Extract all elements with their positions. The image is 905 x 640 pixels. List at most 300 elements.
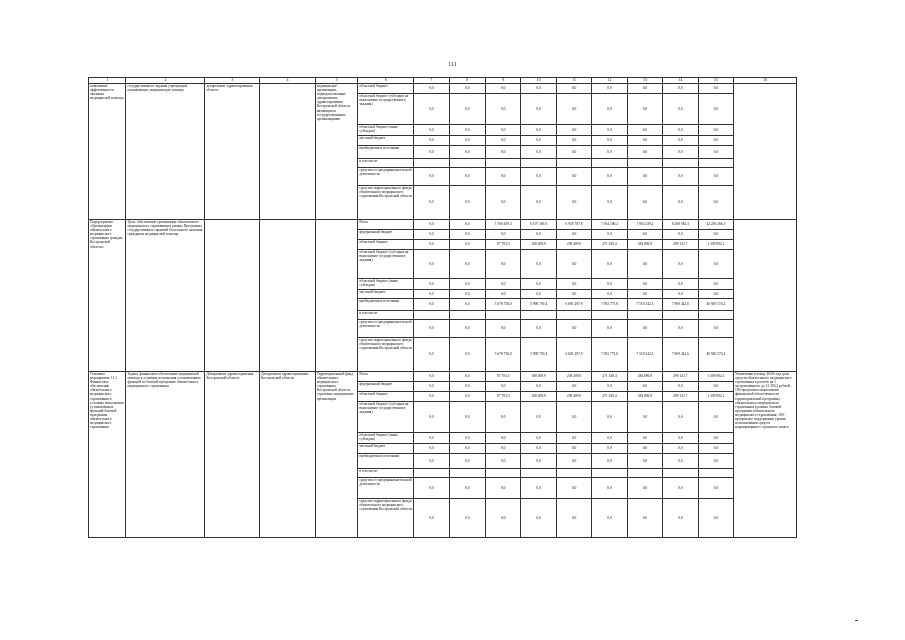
amount-cell: 258 409,9 <box>556 372 591 382</box>
amount-cell <box>698 159 733 168</box>
block1-c3: департамент здравоохранения области <box>205 84 260 220</box>
amount-cell <box>414 311 449 320</box>
funding-source: в том числе: <box>358 311 414 320</box>
funding-source: областной бюджет <box>358 392 414 402</box>
amount-cell: 0,0 <box>485 84 520 94</box>
amount-cell: 87 703,3 <box>485 392 520 402</box>
amount-cell: 0,0 <box>592 402 627 433</box>
amount-cell: 6 107 169,3 <box>521 220 556 230</box>
amount-cell: 0,0 <box>556 250 591 279</box>
amount-cell: 0,0 <box>449 84 485 94</box>
amount-cell: 0,0 <box>556 478 591 499</box>
amount-cell: 7 092 775,8 <box>592 299 627 311</box>
block2-c16 <box>734 220 797 372</box>
amount-cell: 0,0 <box>663 499 698 538</box>
amount-cell: 0,0 <box>449 230 485 240</box>
amount-cell: 0,0 <box>521 402 556 433</box>
amount-cell: 0,0 <box>485 168 520 186</box>
header-col-12: 12 <box>592 78 627 84</box>
amount-cell: 0,0 <box>592 382 627 392</box>
amount-cell: 0,0 <box>449 402 485 433</box>
amount-cell: 0,0 <box>449 168 485 186</box>
amount-cell: 0,0 <box>414 125 449 136</box>
amount-cell: 0,0 <box>698 168 733 186</box>
amount-cell: 0,0 <box>414 454 449 469</box>
amount-cell <box>485 159 520 168</box>
amount-cell: 0,0 <box>521 230 556 240</box>
amount-cell: 0,0 <box>449 478 485 499</box>
amount-cell: 0,0 <box>627 279 662 290</box>
amount-cell <box>449 311 485 320</box>
amount-cell: 0,0 <box>663 230 698 240</box>
amount-cell: 0,0 <box>592 433 627 444</box>
amount-cell: 0,0 <box>449 250 485 279</box>
amount-cell: 271 330,4 <box>592 372 627 382</box>
amount-cell: 0,0 <box>485 402 520 433</box>
amount-cell: 0,0 <box>663 168 698 186</box>
block2-c3 <box>205 220 260 372</box>
amount-cell: 0,0 <box>521 136 556 146</box>
funding-source: областной бюджет <box>358 240 414 250</box>
amount-cell: 0,0 <box>521 290 556 299</box>
amount-cell: 0,0 <box>627 402 662 433</box>
amount-cell: 0,0 <box>414 338 449 372</box>
funding-source: средства от предпринимательской деятельности <box>358 168 414 186</box>
header-col-10: 10 <box>521 78 556 84</box>
header-col-1: 1 <box>89 78 126 84</box>
amount-cell: 0,0 <box>627 186 662 220</box>
block3-row <box>89 372 797 382</box>
amount-cell: 0,0 <box>592 125 627 136</box>
amount-cell <box>663 311 698 320</box>
amount-cell: 0,0 <box>698 279 733 290</box>
amount-cell: 108 409,9 <box>521 240 556 250</box>
funding-source: внебюджетные источники <box>358 146 414 159</box>
amount-cell: 0,0 <box>485 279 520 290</box>
amount-cell: 0,0 <box>556 454 591 469</box>
funding-source: федеральный бюджет <box>358 382 414 392</box>
block3-c1: Основное мероприятие 11.1. Финансовое обеспечение обязательного медицинского страхования в условиях выполнения установленных функций базовой программы обязательного медицинского страхования <box>89 372 126 538</box>
amount-cell: 7 364 106,2 <box>592 220 627 230</box>
amount-cell: 0,0 <box>698 444 733 454</box>
block3-c4: Департамент здравоохранения Костромской области <box>260 372 316 538</box>
amount-cell: 0,0 <box>521 146 556 159</box>
amount-cell: 0,0 <box>414 279 449 290</box>
funding-source: областной бюджет (субсидия на выполнение государственного задания) <box>358 94 414 125</box>
amount-cell: 0,0 <box>485 382 520 392</box>
amount-cell: 0,0 <box>663 382 698 392</box>
amount-cell: 0,0 <box>449 338 485 372</box>
amount-cell: 0,0 <box>556 433 591 444</box>
amount-cell: 0,0 <box>414 478 449 499</box>
amount-cell: 0,0 <box>556 168 591 186</box>
amount-cell: 271 330,4 <box>592 240 627 250</box>
header-col-2: 2 <box>126 78 205 84</box>
funding-source: внебюджетные источники <box>358 454 414 469</box>
funding-source: внебюджетные источники <box>358 299 414 311</box>
amount-cell: 0,0 <box>449 146 485 159</box>
amount-cell: 0,0 <box>627 250 662 279</box>
amount-cell: 42 259 266,3 <box>698 220 733 230</box>
amount-cell: 7 969 442,6 <box>663 338 698 372</box>
header-col-8: 8 <box>449 78 485 84</box>
amount-cell: 0,0 <box>556 279 591 290</box>
amount-cell: 0,0 <box>592 250 627 279</box>
amount-cell: 0,0 <box>414 290 449 299</box>
amount-cell: 0,0 <box>592 499 627 538</box>
amount-cell: 0,0 <box>485 136 520 146</box>
amount-cell <box>592 311 627 320</box>
funding-source: местный бюджет <box>358 136 414 146</box>
amount-cell: 0,0 <box>698 382 733 392</box>
amount-cell: 0,0 <box>556 290 591 299</box>
amount-cell: 7 969 442,6 <box>663 299 698 311</box>
amount-cell: 0,0 <box>414 84 449 94</box>
amount-cell: 0,0 <box>698 94 733 125</box>
amount-cell: 0,0 <box>627 125 662 136</box>
header-col-16: 16 <box>734 78 797 84</box>
amount-cell: 0,0 <box>414 240 449 250</box>
amount-cell: 0,0 <box>556 382 591 392</box>
amount-cell: 0,0 <box>414 186 449 220</box>
funding-source: в том числе: <box>358 469 414 478</box>
header-col-13: 13 <box>627 78 662 84</box>
amount-cell: 0,0 <box>592 186 627 220</box>
amount-cell <box>521 159 556 168</box>
amount-cell: 0,0 <box>521 454 556 469</box>
funding-source: местный бюджет <box>358 444 414 454</box>
amount-cell: 0,0 <box>698 125 733 136</box>
amount-cell: 0,0 <box>414 402 449 433</box>
block3-c3: Департамент здравоохранения Костромской области <box>205 372 260 538</box>
amount-cell: 87 703,3 <box>485 240 520 250</box>
amount-cell: 0,0 <box>414 250 449 279</box>
amount-cell: 0,0 <box>698 478 733 499</box>
amount-cell: 0,0 <box>663 444 698 454</box>
amount-cell: 0,0 <box>592 136 627 146</box>
amount-cell: 0,0 <box>627 136 662 146</box>
funding-source: областной бюджет (субсидия на выполнение государственного задания) <box>358 402 414 433</box>
header-col-11: 11 <box>556 78 591 84</box>
amount-cell: 0,0 <box>449 220 485 230</box>
amount-cell: 0,0 <box>698 136 733 146</box>
amount-cell: 0,0 <box>592 279 627 290</box>
budget-table-sheet <box>88 77 797 538</box>
amount-cell: 0,0 <box>521 168 556 186</box>
amount-cell: 5 766 459,3 <box>485 220 520 230</box>
block1-c16 <box>734 84 797 220</box>
header-col-7: 7 <box>414 78 449 84</box>
amount-cell <box>556 311 591 320</box>
amount-cell: 0,0 <box>485 290 520 299</box>
amount-cell: 0,0 <box>449 125 485 136</box>
amount-cell: 0,0 <box>698 454 733 469</box>
amount-cell: 0,0 <box>449 454 485 469</box>
amount-cell: 0,0 <box>663 250 698 279</box>
amount-cell: 0,0 <box>592 168 627 186</box>
amount-cell: 0,0 <box>521 279 556 290</box>
amount-cell: 0,0 <box>663 279 698 290</box>
amount-cell: 5 998 759,4 <box>521 338 556 372</box>
amount-cell: 0,0 <box>414 168 449 186</box>
funding-source: областной бюджет (субсидия на выполнение государственного задания) <box>358 250 414 279</box>
amount-cell: 0,0 <box>663 402 698 433</box>
amount-cell: 0,0 <box>627 168 662 186</box>
funding-source: средства территориального фонда обязательного медицинского страхования Костромской области <box>358 499 414 538</box>
block1-c1: повышение эффективности оказания медицинской помощи <box>89 84 126 220</box>
amount-cell: 0,0 <box>449 392 485 402</box>
amount-cell: 0,0 <box>627 290 662 299</box>
funding-source: средства территориального фонда обязательного медицинского страхования Костромской области <box>358 186 414 220</box>
amount-cell: 0,0 <box>698 146 733 159</box>
amount-cell: 0,0 <box>663 478 698 499</box>
amount-cell: 40 949 374,2 <box>698 338 733 372</box>
amount-cell <box>521 311 556 320</box>
amount-cell: 0,0 <box>698 250 733 279</box>
amount-cell <box>449 159 485 168</box>
amount-cell: 1 309 892,1 <box>698 240 733 250</box>
amount-cell: 7 092 775,8 <box>592 338 627 372</box>
amount-cell: 0,0 <box>521 433 556 444</box>
funding-source: средства от предпринимательской деятельности <box>358 478 414 499</box>
block1-c2: государственного задания учреждений, оказывающих медицинскую помощь <box>126 84 205 220</box>
amount-cell: 5 998 759,4 <box>521 299 556 311</box>
header-col-15: 15 <box>698 78 733 84</box>
amount-cell: 0,0 <box>521 478 556 499</box>
amount-cell: 0,0 <box>556 146 591 159</box>
funding-source: федеральный бюджет <box>358 230 414 240</box>
amount-cell: 0,0 <box>485 230 520 240</box>
header-col-5: 5 <box>315 78 358 84</box>
amount-cell: 0,0 <box>592 94 627 125</box>
amount-cell: 0,0 <box>414 146 449 159</box>
header-col-4: 4 <box>260 78 316 84</box>
amount-cell: 0,0 <box>663 125 698 136</box>
amount-cell: 6 949 707,8 <box>556 220 591 230</box>
amount-cell: 0,0 <box>592 444 627 454</box>
amount-cell: 0,0 <box>627 454 662 469</box>
funding-source: областной бюджет <box>358 84 414 94</box>
amount-cell: 0,0 <box>592 454 627 469</box>
funding-source: областной бюджет (иные субсидии) <box>358 279 414 290</box>
amount-cell: 0,0 <box>449 94 485 125</box>
amount-cell: 0,0 <box>414 382 449 392</box>
amount-cell <box>663 469 698 478</box>
amount-cell <box>521 469 556 478</box>
amount-cell: 0,0 <box>627 84 662 94</box>
amount-cell: 0,0 <box>449 136 485 146</box>
amount-cell: 0,0 <box>449 290 485 299</box>
amount-cell: 108 409,9 <box>521 392 556 402</box>
amount-cell: 0,0 <box>627 230 662 240</box>
amount-cell: 0,0 <box>414 372 449 382</box>
amount-cell: 0,0 <box>521 94 556 125</box>
amount-cell: 0,0 <box>698 230 733 240</box>
amount-cell <box>698 311 733 320</box>
amount-cell: 0,0 <box>556 84 591 94</box>
amount-cell <box>627 159 662 168</box>
amount-cell: 0,0 <box>414 392 449 402</box>
amount-cell: 0,0 <box>521 382 556 392</box>
amount-cell: 0,0 <box>627 499 662 538</box>
amount-cell: 6 691 297,9 <box>556 338 591 372</box>
header-col-14: 14 <box>663 78 698 84</box>
amount-cell: 0,0 <box>449 372 485 382</box>
amount-cell: 0,0 <box>485 320 520 338</box>
amount-cell: 0,0 <box>698 186 733 220</box>
amount-cell: 0,0 <box>556 230 591 240</box>
amount-cell: 0,0 <box>556 136 591 146</box>
header-col-3: 3 <box>205 78 260 84</box>
amount-cell: 0,0 <box>449 433 485 444</box>
amount-cell: 0,0 <box>592 84 627 94</box>
amount-cell: 6 691 297,9 <box>556 299 591 311</box>
amount-cell: 0,0 <box>556 125 591 136</box>
funding-source: областной бюджет (иные субсидии) <box>358 125 414 136</box>
amount-cell: 0,0 <box>592 320 627 338</box>
funding-source: средства от предпринимательской деятельности <box>358 320 414 338</box>
amount-cell: 0,0 <box>556 499 591 538</box>
amount-cell: 0,0 <box>521 250 556 279</box>
block1-row <box>89 84 797 94</box>
amount-cell: 0,0 <box>663 186 698 220</box>
amount-cell: 0,0 <box>663 84 698 94</box>
amount-cell: 7 518 342,3 <box>627 299 662 311</box>
amount-cell: 0,0 <box>592 230 627 240</box>
amount-cell: 1 309 892,1 <box>698 392 733 402</box>
amount-cell <box>592 159 627 168</box>
amount-cell: 299 141,7 <box>663 240 698 250</box>
amount-cell: 0,0 <box>485 433 520 444</box>
block1-c4 <box>260 84 316 220</box>
amount-cell <box>449 469 485 478</box>
amount-cell: 0,0 <box>521 125 556 136</box>
amount-cell: 0,0 <box>521 444 556 454</box>
amount-cell: 0,0 <box>663 454 698 469</box>
amount-cell: 0,0 <box>449 499 485 538</box>
amount-cell: 0,0 <box>521 320 556 338</box>
block3-c2: Задача: финансовое обеспечение медицинской помощи в условиях исполнения установленных функций по базовой программе обязательного медицинского страхования <box>126 372 205 538</box>
scan-mark <box>855 620 858 621</box>
amount-cell: 299 141,7 <box>663 392 698 402</box>
amount-cell: 0,0 <box>627 94 662 125</box>
amount-cell: 258 409,9 <box>556 392 591 402</box>
amount-cell: 5 678 756,0 <box>485 299 520 311</box>
amount-cell: 0,0 <box>449 240 485 250</box>
amount-cell: 0,0 <box>414 444 449 454</box>
amount-cell <box>556 469 591 478</box>
amount-cell: 40 949 374,2 <box>698 299 733 311</box>
amount-cell: 0,0 <box>627 320 662 338</box>
block1-c5: медицинские организации, подведомственные департаменту здравоохранения Костромской области, являющиеся государственными организациями <box>315 84 358 220</box>
amount-cell: 0,0 <box>663 433 698 444</box>
amount-cell: 0,0 <box>698 499 733 538</box>
amount-cell: 1 309 892,1 <box>698 372 733 382</box>
amount-cell: 0,0 <box>414 499 449 538</box>
header-col-9: 9 <box>485 78 520 84</box>
amount-cell: 0,0 <box>485 94 520 125</box>
funding-source: местный бюджет <box>358 290 414 299</box>
funding-source: средства территориального фонда обязательного медицинского страхования Костромской области <box>358 338 414 372</box>
amount-cell <box>592 469 627 478</box>
amount-cell: 0,0 <box>592 146 627 159</box>
page-number: 111 <box>448 62 457 68</box>
amount-cell: 0,0 <box>698 320 733 338</box>
amount-cell: 0,0 <box>556 402 591 433</box>
amount-cell: 0,0 <box>627 478 662 499</box>
amount-cell <box>556 159 591 168</box>
amount-cell: 87 703,3 <box>485 372 520 382</box>
amount-cell: 0,0 <box>627 444 662 454</box>
amount-cell: 0,0 <box>698 402 733 433</box>
amount-cell: 0,0 <box>449 382 485 392</box>
amount-cell: 0,0 <box>627 146 662 159</box>
budget-table <box>88 77 797 538</box>
funding-source: Всего <box>358 372 414 382</box>
block2-c5 <box>315 220 358 372</box>
amount-cell: 0,0 <box>663 320 698 338</box>
amount-cell <box>485 469 520 478</box>
amount-cell: 0,0 <box>485 444 520 454</box>
amount-cell <box>663 159 698 168</box>
amount-cell: 0,0 <box>449 320 485 338</box>
amount-cell: 0,0 <box>663 290 698 299</box>
amount-cell <box>485 311 520 320</box>
amount-cell: 0,0 <box>449 299 485 311</box>
amount-cell: 0,0 <box>698 84 733 94</box>
amount-cell: 0,0 <box>592 478 627 499</box>
amount-cell: 0,0 <box>414 320 449 338</box>
block2-c4 <box>260 220 316 372</box>
amount-cell: 7 518 342,3 <box>627 338 662 372</box>
amount-cell: 0,0 <box>521 84 556 94</box>
amount-cell: 0,0 <box>663 146 698 159</box>
amount-cell: 0,0 <box>414 136 449 146</box>
amount-cell: 0,0 <box>627 433 662 444</box>
amount-cell: 0,0 <box>556 94 591 125</box>
amount-cell <box>414 469 449 478</box>
amount-cell: 0,0 <box>414 94 449 125</box>
amount-cell: 271 330,4 <box>592 392 627 402</box>
amount-cell: 0,0 <box>414 230 449 240</box>
amount-cell: 0,0 <box>556 186 591 220</box>
block3-c16: Увеличение к концу 2020 года доли средств обязательного медицинского страхования в расчете на 1 застрахованного до 12 393,2 рублей; 100-процентное выполнение финансовой обеспеченности территориальной программы обязательного медицинского страхования в рамках базовой программы обязательного медицинского страхования; 100-процентное поддержание уровня использования средств нормированного страхового запаса <box>734 372 797 538</box>
amount-cell: 0,0 <box>627 382 662 392</box>
amount-cell: 0,0 <box>414 299 449 311</box>
amount-cell: 0,0 <box>698 290 733 299</box>
amount-cell: 284 896,9 <box>627 240 662 250</box>
amount-cell: 5 678 756,0 <box>485 338 520 372</box>
amount-cell: 0,0 <box>556 320 591 338</box>
amount-cell: 0,0 <box>485 250 520 279</box>
funding-source: Всего <box>358 220 414 230</box>
amount-cell: 0,0 <box>485 478 520 499</box>
amount-cell: 0,0 <box>556 444 591 454</box>
amount-cell <box>414 159 449 168</box>
amount-cell: 299 141,7 <box>663 372 698 382</box>
amount-cell: 7 803 239,2 <box>627 220 662 230</box>
funding-source: в том числе: <box>358 159 414 168</box>
header-col-6: 6 <box>358 78 414 84</box>
amount-cell: 0,0 <box>663 94 698 125</box>
amount-cell: 108 409,9 <box>521 372 556 382</box>
amount-cell <box>698 469 733 478</box>
amount-cell: 0,0 <box>698 433 733 444</box>
amount-cell: 0,0 <box>485 186 520 220</box>
amount-cell: 0,0 <box>485 499 520 538</box>
amount-cell: 0,0 <box>521 186 556 220</box>
amount-cell: 0,0 <box>449 279 485 290</box>
